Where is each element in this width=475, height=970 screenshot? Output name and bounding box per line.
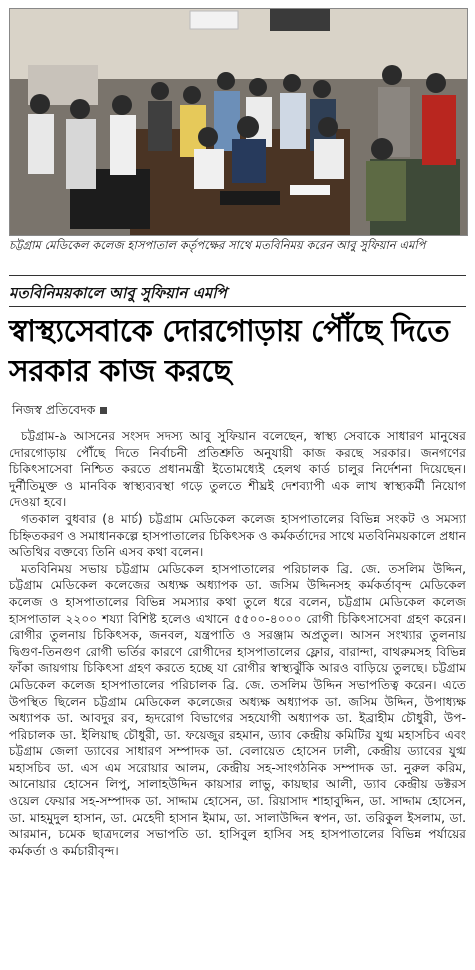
square-bullet-icon: [100, 407, 107, 414]
reporter-name: নিজস্ব প্রতিবেদক: [12, 402, 96, 417]
paragraph: গতকাল বুধবার (৪ মার্চ) চট্টগ্রাম মেডিকেল কলেজ হাসপাতালের বিভিন্ন সংকট ও সমস্যা চিহ্নিতকরণ ও সমাধানকল্পে হাসপাতালের চিকিৎসক ও কর্মকর্তাদের সাথে মতবিনিময়কালে প্রধান অতিথির বক্তব্যে তিনি এসব কথা বলেন।: [9, 511, 466, 560]
photo-caption: চট্টগ্রাম মেডিকেল কলেজ হাসপাতাল কর্তৃপক্ষের সাথে মতবিনিময় করেন আবু সুফিয়ান এমপি: [9, 238, 426, 252]
divider: [9, 306, 466, 307]
paragraph: মতবিনিময় সভায় চট্টগ্রাম মেডিকেল হাসপাতালের পরিচালক ব্রি. জে. তসলিম উদ্দিন, চট্টগ্রাম মেডিকেল কলেজের অধ্যক্ষ অধ্যাপক ডা. জসিম উদ্দিনসহ কর্মকর্তাবৃন্দ মেডিকেল কলেজ ও হাসপাতালের বিভিন্ন সমস্যার কথা তুলে ধরে বলেন, চট্টগ্রাম মেডিকেল কলেজ হাসপাতাল ২২০০ শয্যা বিশিষ্ট হলেও এখানে ৫৫০০-৪০০০ রোগী চিকিৎসাসেবা গ্রহণ করেন। রোগীর তুলনায় চিকিৎসক, জনবল, যন্ত্রপাতি ও সরঞ্জাম অপ্রতুল। আসন সংখ্যার তুলনায় দ্বিগুণ-তিনগুণ রোগী ভর্তির কারণে রোগীদের হাসপাতালের ফ্লোর, বারান্দা, বাথরুমসহ বিভিন্ন ফাঁকা জায়গায় চিকিৎসা গ্রহণ করতে হচ্ছে যা রোগীর স্বাস্থ্যঝুঁকি আরও বাড়িয়ে তুলছে। চট্টগ্রাম মেডিকেল কলেজ হাসপাতালের পরিচালক ব্রি. জে. তসলিম উদ্দিন সভাপতিত্ব করেন। এতে উপস্থিত ছিলেন চট্টগ্রাম মেডিকেল কলেজের অধ্যক্ষ অধ্যাপক ডা. জসিম উদ্দিন, উপাধ্যক্ষ অধ্যাপক ডা. আবদুর রব, হৃদরোগ বিভাগের সহযোগী অধ্যাপক ডা. ইব্রাহীম চৌধুরী, উপ-পরিচালক ডা. ইলিয়াছ চৌধুরী, ডা. ফয়েজুর রহমান, ড্যাব কেন্দ্রীয় কমিটির যুগ্ম মহাসচিব এবং চট্টগ্রাম জেলা ড্যাবের সাধারণ সম্পাদক ডা. বেলায়েত হোসেন ঢালী, কেন্দ্রীয় ড্যাবের যুগ্ম মহাসচিব ডা. এস এম সরোয়ার আলম, কেন্দ্রীয় সহ-সাংগঠনিক সম্পাদক ডা. নুরুল করিম, আনোয়ার হোসেন লিপু, সালাহউদ্দিন কায়সার লাভু, কায়ছার আলী, ড্যাব কেন্দ্রীয় ডক্টরস ওয়েল ফেয়ার সহ-সম্পাদক ডা. সাদ্দাম হোসেন, ডা. রিয়াসাদ শাহাবুদ্দিন, ডা. সাদ্দাম হোসেন, ডা. মাহমুদুল হাসান, ডা. মেহেদী হাসান ইমাম, ডা. সালাউদ্দিন স্বপন, ডা. তরিকুল ইসলাম, ডা. আরমান, চমেক ছাত্রদলের সভাপতি ডা. হাসিবুল হাসিব সহ হাসপাতালের বিভিন্ন পর্যায়ের কর্মকর্তা ও কর্মচারীবৃন্দ।: [9, 561, 466, 858]
kicker: মতবিনিময়কালে আবু সুফিয়ান এমপি: [9, 284, 227, 302]
article-body: [9, 428, 466, 859]
divider: [9, 275, 466, 276]
paragraph: চট্টগ্রাম-৯ আসনের সংসদ সদস্য আবু সুফিয়ান বলেছেন, স্বাস্থ্য সেবাকে সাধারণ মানুষের দোরগোড়ায় পৌঁছে দিতে নির্বাচনী প্রতিশ্রুতি অনুযায়ী কাজ করছে সরকার। জনগণের চিকিৎসাসেবা নিশ্চিত করতে প্রধানমন্ত্রী ইতোমধ্যেই হেলথ কার্ড চালুর নির্দেশনা দিয়েছেন। দুর্নীতিমুক্ত ও মানবিক স্বাস্থ্যব্যবস্থা গড়ে তুলতে শীঘ্রই দেশব্যাপী এক লাখ স্বাস্থ্যকর্মী নিয়োগ দেওয়া হবে।: [9, 429, 466, 510]
news-photo: [9, 8, 468, 236]
byline: [12, 402, 107, 422]
meeting-photo-illustration: [10, 9, 467, 235]
headline: স্বাস্থ্যসেবাকে দোরগোড়ায় পৌঁছে দিতে সরকার কাজ করছে: [9, 314, 450, 389]
